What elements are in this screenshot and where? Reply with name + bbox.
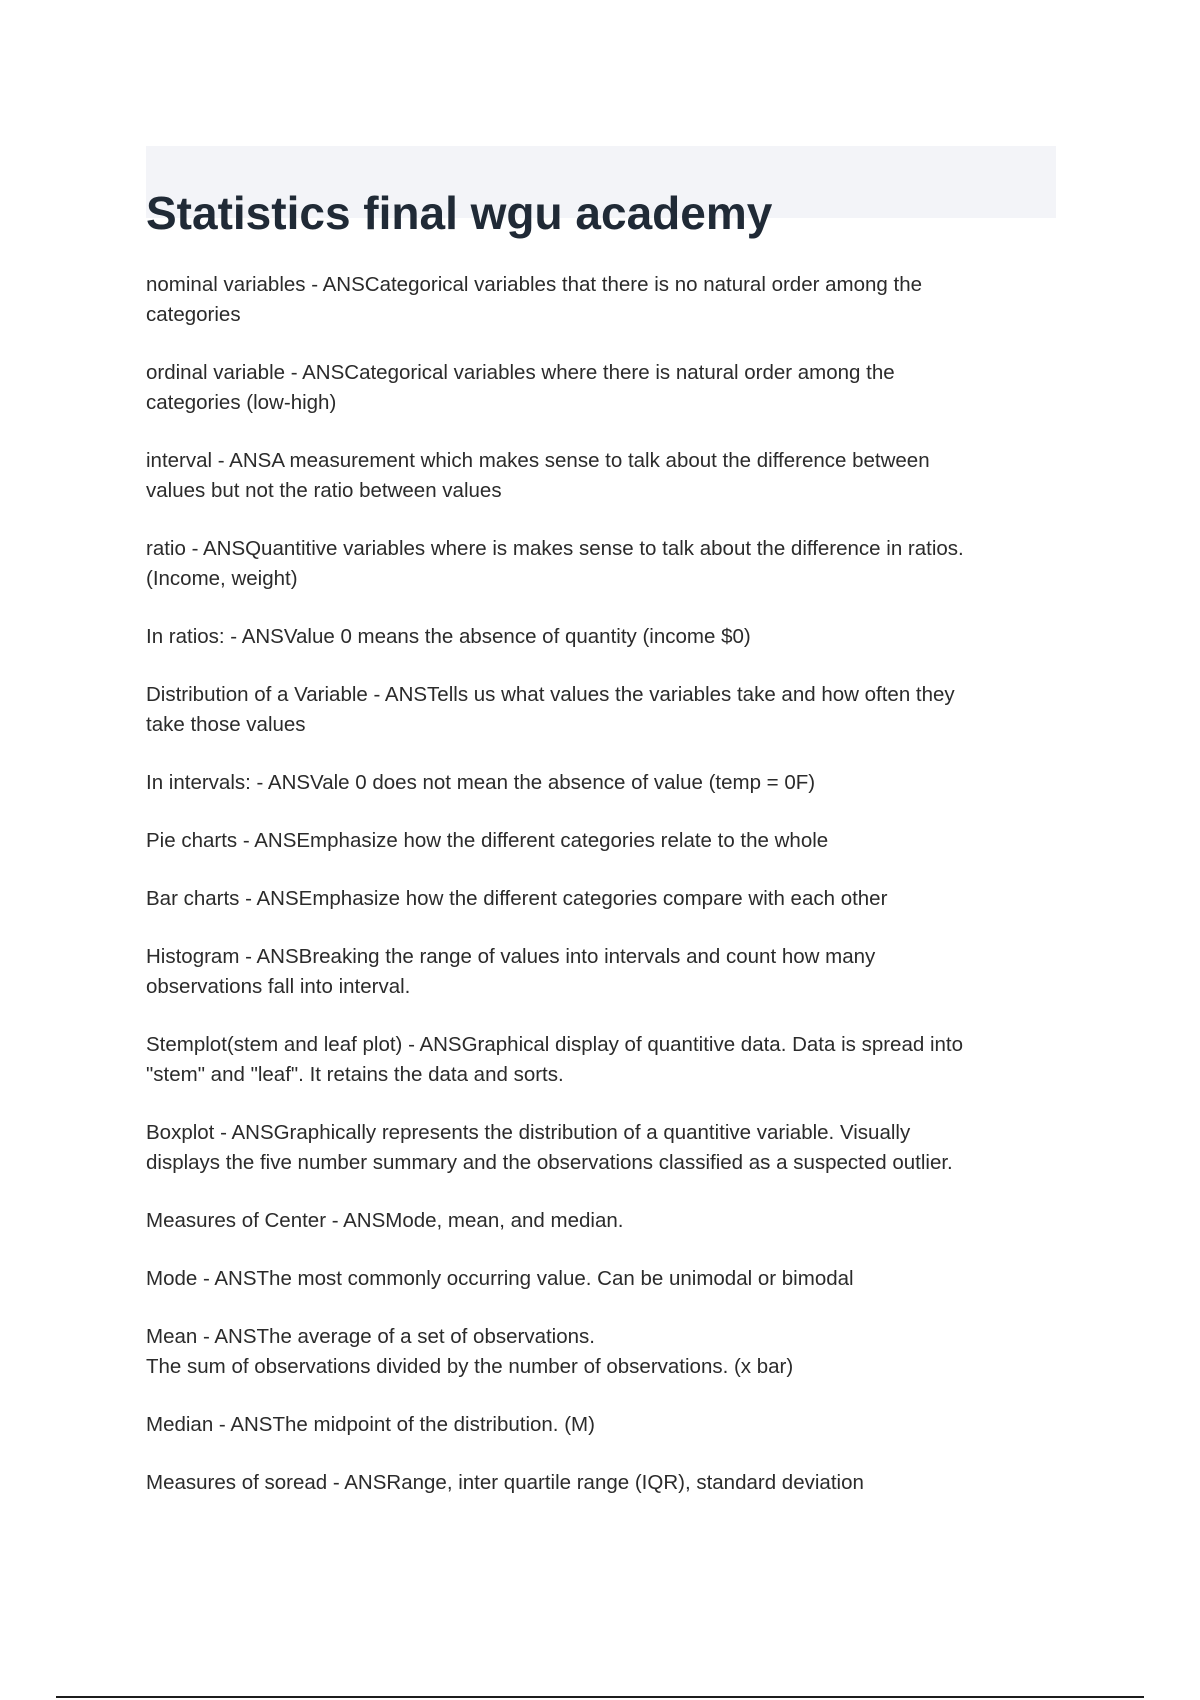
qa-entry-line: Measures of soread - ANSRange, inter quartile range (IQR), standard deviation (146, 1471, 864, 1494)
qa-entry-line: In intervals: - ANSVale 0 does not mean the absence of value (temp = 0F) (146, 771, 816, 794)
qa-entry-line: ratio - ANSQuantitive variables where is makes sense to talk about the difference in ratios. (146, 537, 964, 560)
qa-entry (146, 826, 1046, 856)
qa-entry-line: Distribution of a Variable - ANSTells us what values the variables take and how often they (146, 683, 955, 706)
qa-entry-line: "stem" and "leaf". It retains the data and sorts. (146, 1063, 564, 1086)
qa-entry (146, 942, 1046, 1002)
qa-entry (146, 446, 1046, 506)
qa-entry-line: Pie charts - ANSEmphasize how the different categories relate to the whole (146, 829, 829, 852)
qa-entry (146, 1410, 1046, 1440)
qa-entry (146, 1206, 1046, 1236)
page-title: Statistics final wgu academy (146, 186, 773, 239)
qa-entry-list (146, 270, 1046, 1526)
qa-entry (146, 680, 1046, 740)
qa-entry-line: (Income, weight) (146, 567, 298, 590)
footer-divider (56, 1696, 1144, 1698)
qa-entry-line: Measures of Center - ANSMode, mean, and median. (146, 1209, 624, 1232)
qa-entry-line: Mode - ANSThe most commonly occurring value. Can be unimodal or bimodal (146, 1267, 854, 1290)
qa-entry-line: In ratios: - ANSValue 0 means the absence of quantity (income $0) (146, 625, 751, 648)
qa-entry (146, 1468, 1046, 1498)
qa-entry-line: The sum of observations divided by the number of observations. (x bar) (146, 1355, 794, 1378)
qa-entry-line: observations fall into interval. (146, 975, 411, 998)
qa-entry-line: take those values (146, 713, 306, 736)
qa-entry (146, 1118, 1046, 1178)
qa-entry-line: displays the five number summary and the observations classified as a suspected outlier. (146, 1151, 953, 1174)
qa-entry-line: ordinal variable - ANSCategorical variables where there is natural order among the (146, 361, 895, 384)
qa-entry-line: nominal variables - ANSCategorical variables that there is no natural order among the (146, 273, 922, 296)
qa-entry (146, 884, 1046, 914)
qa-entry-line: interval - ANSA measurement which makes sense to talk about the difference between (146, 449, 930, 472)
qa-entry (146, 622, 1046, 652)
qa-entry-line: Boxplot - ANSGraphically represents the distribution of a quantitive variable. Visually (146, 1121, 911, 1144)
qa-entry (146, 358, 1046, 418)
qa-entry (146, 1322, 1046, 1382)
qa-entry-line: categories (146, 303, 241, 326)
qa-entry-line: Histogram - ANSBreaking the range of values into intervals and count how many (146, 945, 876, 968)
qa-entry-line: Bar charts - ANSEmphasize how the different categories compare with each other (146, 887, 888, 910)
qa-entry (146, 270, 1046, 330)
qa-entry-line: Stemplot(stem and leaf plot) - ANSGraphical display of quantitive data. Data is spread into (146, 1033, 964, 1056)
qa-entry-line: Mean - ANSThe average of a set of observations. (146, 1325, 595, 1348)
qa-entry-line: Median - ANSThe midpoint of the distribution. (M) (146, 1413, 595, 1436)
qa-entry (146, 1030, 1046, 1090)
qa-entry-line: values but not the ratio between values (146, 479, 502, 502)
qa-entry (146, 534, 1046, 594)
qa-entry-line: categories (low-high) (146, 391, 337, 414)
qa-entry (146, 1264, 1046, 1294)
title-banner (146, 146, 1056, 239)
qa-entry (146, 768, 1046, 798)
